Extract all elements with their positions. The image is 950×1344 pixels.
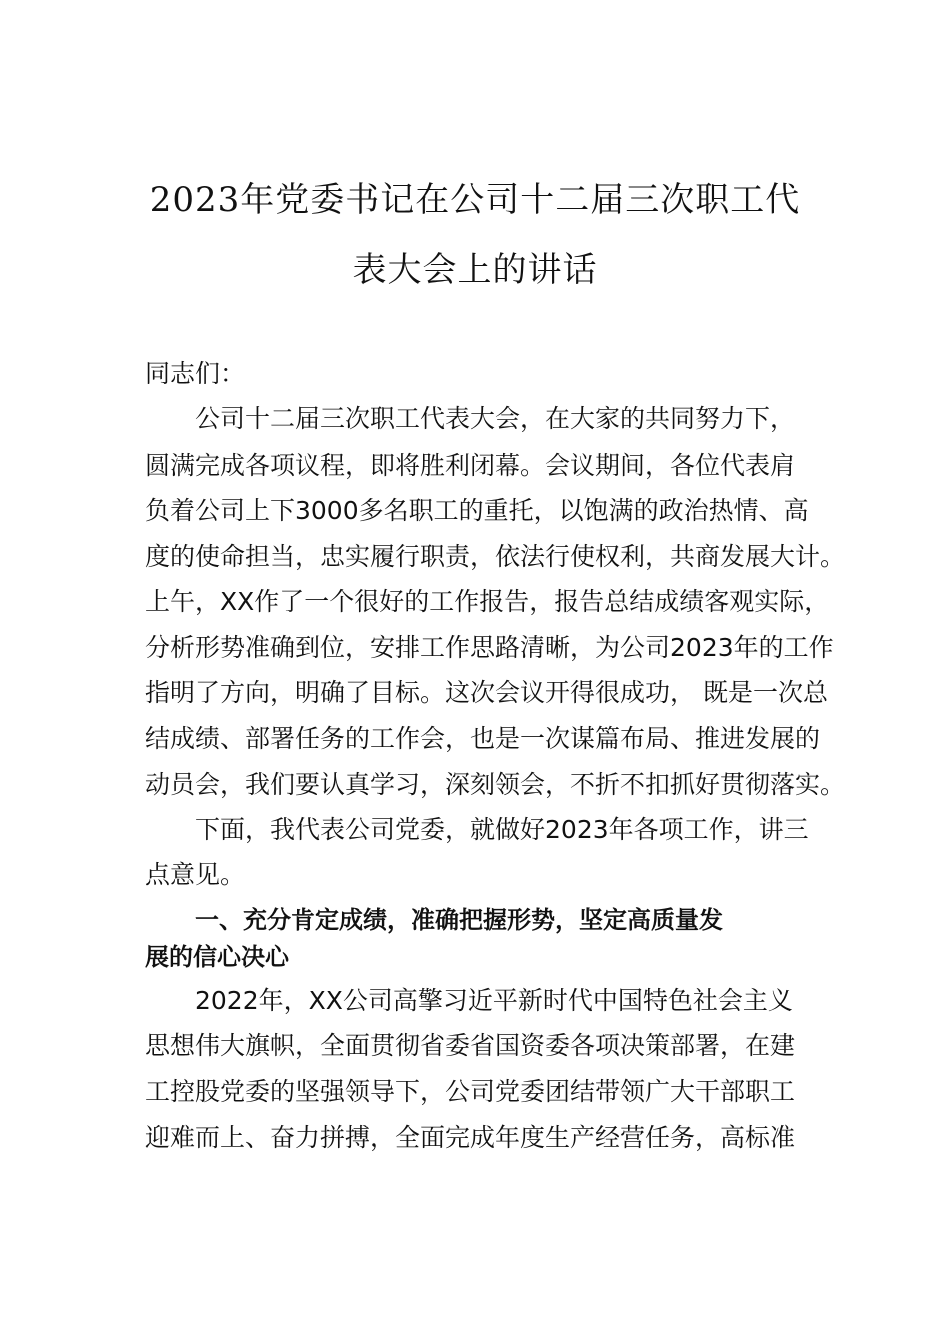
paragraph-line: 度的使命担当，忠实履行职责，依法行使权利，共商发展大计。 (145, 542, 846, 571)
paragraph-line: 分析形势准确到位，安排工作思路清晰，为公司2023年的工作 (145, 633, 834, 662)
paragraph-line: 圆满完成各项议程，即将胜利闭幕。会议期间，各位代表肩 (145, 451, 796, 480)
paragraph-line: 结成绩、部署任务的工作会，也是一次谋篇布局、推进发展的 (145, 724, 821, 753)
paragraph-line: 动员会，我们要认真学习，深刻领会，不折不扣抓好贯彻落实。 (145, 770, 846, 799)
paragraph-line: 下面，我代表公司党委，就做好2023年各项工作，讲三 (195, 815, 809, 844)
section-heading-line: 展的信心决心 (145, 943, 289, 971)
paragraph-line: 工控股党委的坚强领导下，公司党委团结带领广大干部职工 (145, 1077, 796, 1106)
paragraph-line: 指明了方向，明确了目标。这次会议开得很成功， 既是一次总 (145, 678, 828, 707)
paragraph-line: 点意见。 (145, 860, 246, 889)
document-title-line-1: 2023年党委书记在公司十二届三次职工代 (149, 180, 801, 220)
salutation: 同志们： (145, 359, 246, 388)
paragraph-line: 思想伟大旗帜，全面贯彻省委省国资委各项决策部署，在建 (145, 1031, 796, 1060)
paragraph-line: 公司十二届三次职工代表大会，在大家的共同努力下， (195, 404, 796, 433)
paragraph-line: 负着公司上下3000多名职工的重托，以饱满的政治热情、高 (145, 496, 809, 525)
paragraph-line: 上午，XX作了一个很好的工作报告，报告总结成绩客观实际， (145, 587, 830, 616)
paragraph-line: 2022年，XX公司高擎习近平新时代中国特色社会主义 (195, 986, 793, 1015)
paragraph-line: 迎难而上、奋力拼搏，全面完成年度生产经营任务，高标准 (145, 1123, 796, 1152)
section-heading-line: 一、充分肯定成绩，准确把握形势，坚定高质量发 (195, 906, 723, 934)
document-title-line-2: 表大会上的讲话 (352, 250, 598, 290)
